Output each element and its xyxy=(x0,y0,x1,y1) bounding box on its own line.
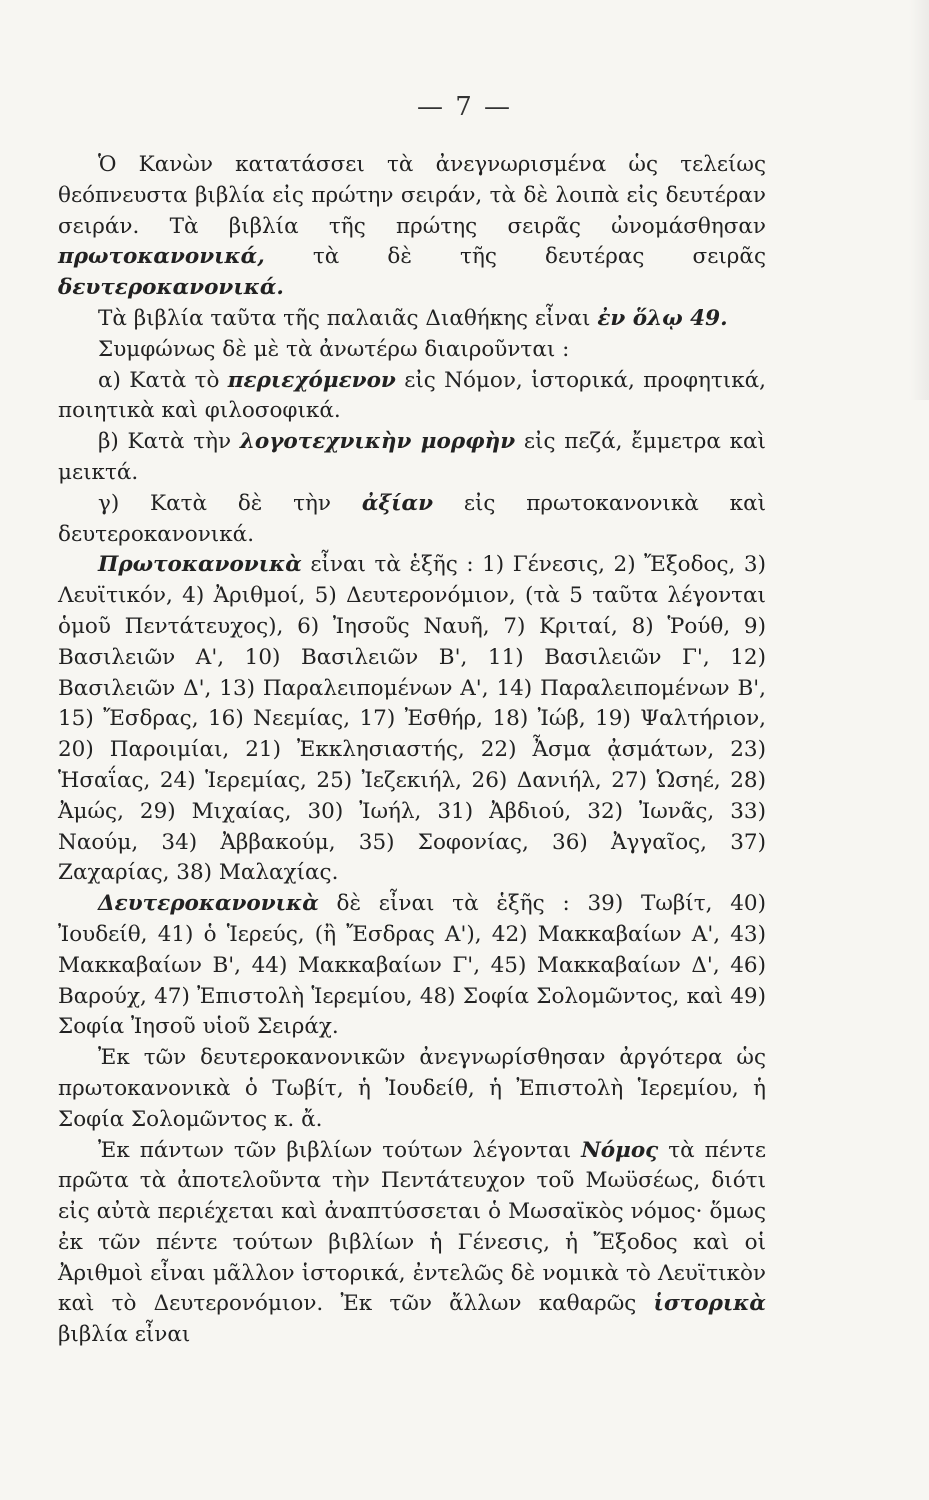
term-value: ἀξίαν xyxy=(361,490,433,516)
text: β) Κατὰ τὴν xyxy=(98,429,232,455)
text: α) Κατὰ τὸ xyxy=(98,367,220,393)
term-protocanonical-heading: Πρωτοκανονικὰ xyxy=(98,552,302,578)
text: τὰ δὲ τῆς δευτέρας σειρᾶς xyxy=(312,244,766,270)
text: δὲ εἶναι τὰ ἑξῆς : 39) Τωβίτ, 40) Ἰουδείθ, 41) ὁ Ἱερεύς, (ἢ Ἔσδρας Α'), 42) Μακκαβαίων Α', 43) Μακκαβαίων Β', 44) Μακκαβαίων Γ', 45) Μακκαβαίων Δ', 46) Βαρούχ, 47) Ἐπιστολὴ Ἱερεμίου, 48) Σοφία Σολομῶντος, καὶ 49) Σοφία Ἰησοῦ υἱοῦ Σειράχ. xyxy=(58,891,766,1040)
paragraph-later-recognized xyxy=(58,1043,766,1135)
paragraph-division-c xyxy=(58,489,766,551)
paragraph-division-a xyxy=(58,366,766,428)
body-text xyxy=(58,150,766,1351)
text: Συμφώνως δὲ μὲ τὰ ἀνωτέρω διαιροῦνται : xyxy=(98,336,570,362)
paragraph-canon xyxy=(58,150,766,304)
term-total: ἐν ὅλῳ 49. xyxy=(597,305,728,331)
text: Τὰ βιβλία ταῦτα τῆς παλαιᾶς Διαθήκης εἶναι xyxy=(98,305,591,331)
term-law: Νόμος xyxy=(581,1137,659,1163)
term-historical: ἱστορικὰ xyxy=(653,1291,766,1317)
page-number: — 7 — xyxy=(416,92,513,122)
text: βιβλία εἶναι xyxy=(58,1322,191,1348)
term-literary-form: λογοτεχνικὴν μορφὴν xyxy=(239,429,516,455)
text: εἰς πρωτοκανονικὰ καὶ δευτεροκανονικά. xyxy=(58,490,767,547)
text: Ἐκ πάντων τῶν βιβλίων τούτων λέγονται xyxy=(98,1137,572,1163)
text: Ἐκ τῶν δευτεροκανονικῶν ἀνεγνωρίσθησαν ἀργότερα ὡς πρωτοκανονικὰ ὁ Τωβίτ, ἡ Ἰουδείθ, ἡ Ἐπιστολὴ Ἱερεμίου, ἡ Σοφία Σολομῶντος κ. ἄ. xyxy=(58,1045,766,1132)
term-deuterocanonical-heading: Δευτεροκανονικὰ xyxy=(98,891,319,917)
paragraph-division-b xyxy=(58,427,766,489)
text: εἶναι τὰ ἑξῆς : 1) Γένεσις, 2) Ἔξοδος, 3) Λευϊτικόν, 4) Ἀριθμοί, 5) Δευτερονόμιον, (τὰ 5 ταῦτα λέγονται ὁμοῦ Πεντάτευχος), 6) Ἰησοῦς Ναυῆ, 7) Κριταί, 8) Ῥούθ, 9) Βασιλειῶν Α', 10) Βασιλειῶν Β', 11) Βασιλειῶν Γ', 12) Βασιλειῶν Δ', 13) Παραλειπομένων Α', 14) Παραλειπομένων Β', 15) Ἔσδρας, 16) Νεεμίας, 17) Ἐσθήρ, 18) Ἰώβ, 19) Ψαλτήριον, 20) Παροιμίαι, 21) Ἐκκλησιαστής, 22) Ἆσμα ᾀσμάτων, 23) Ἡσαΐας, 24) Ἱερεμίας, 25) Ἰεζεκιήλ, 26) Δανιήλ, 27) Ὡσηέ, 28) Ἀμώς, 29) Μιχαίας, 30) Ἰωήλ, 31) Ἀβδιού, 32) Ἰωνᾶς, 33) Ναούμ, 34) Ἀββακούμ, 35) Σοφονίας, 36) Ἀγγαῖος, 37) Ζαχαρίας, 38) Μαλαχίας. xyxy=(58,552,766,886)
text: γ) Κατὰ δὲ τὴν xyxy=(98,490,332,516)
text: Ὁ Κανὼν κατατάσσει τὰ ἀνεγνωρισμένα ὡς τελείως θεόπνευστα βιβλία εἰς πρώτην σειράν, τὰ δὲ λοιπὰ εἰς δευτέραν σειράν. Τὰ βιβλία τῆς πρώτης σειρᾶς ὠνομάσθησαν xyxy=(58,152,766,239)
paragraph-deuterocanonical-list xyxy=(58,889,766,1043)
text: εἰς πεζά, ἔμμετρα καὶ μεικτά. xyxy=(58,429,766,485)
text: εἰς Νόμον, ἱστορικά, προφητικά, ποιητικὰ καὶ φιλοσοφικά. xyxy=(58,367,766,424)
term-protocanonical: πρωτοκανονικά, xyxy=(58,244,265,270)
paragraph-division xyxy=(58,335,766,366)
scan-edge-shadow xyxy=(909,0,929,400)
paragraph-total xyxy=(58,304,766,335)
paragraph-law xyxy=(58,1136,766,1352)
term-deuterocanonical: δευτεροκανονικά. xyxy=(58,275,284,301)
term-content: περιεχόμενον xyxy=(227,367,396,393)
paragraph-protocanonical-list xyxy=(58,550,766,889)
text: τὰ πέντε πρῶτα τὰ ἀποτελοῦντα τὴν Πεντάτευχον τοῦ Μωϋσέως, διότι εἰς αὐτὰ περιέχεται καὶ ἀναπτύσσεται ὁ Μωσαϊκὸς νόμος· ὅμως ἐκ τῶν πέντε τούτων βιβλίων ἡ Γένεσις, ἡ Ἔξοδος καὶ οἱ Ἀριθμοὶ εἶναι μᾶλλον ἱστορικά, ἐντελῶς δὲ νομικὰ τὸ Λευϊτικὸν καὶ τὸ Δευτερονόμιον. Ἐκ τῶν ἄλλων καθαρῶς xyxy=(58,1137,766,1317)
